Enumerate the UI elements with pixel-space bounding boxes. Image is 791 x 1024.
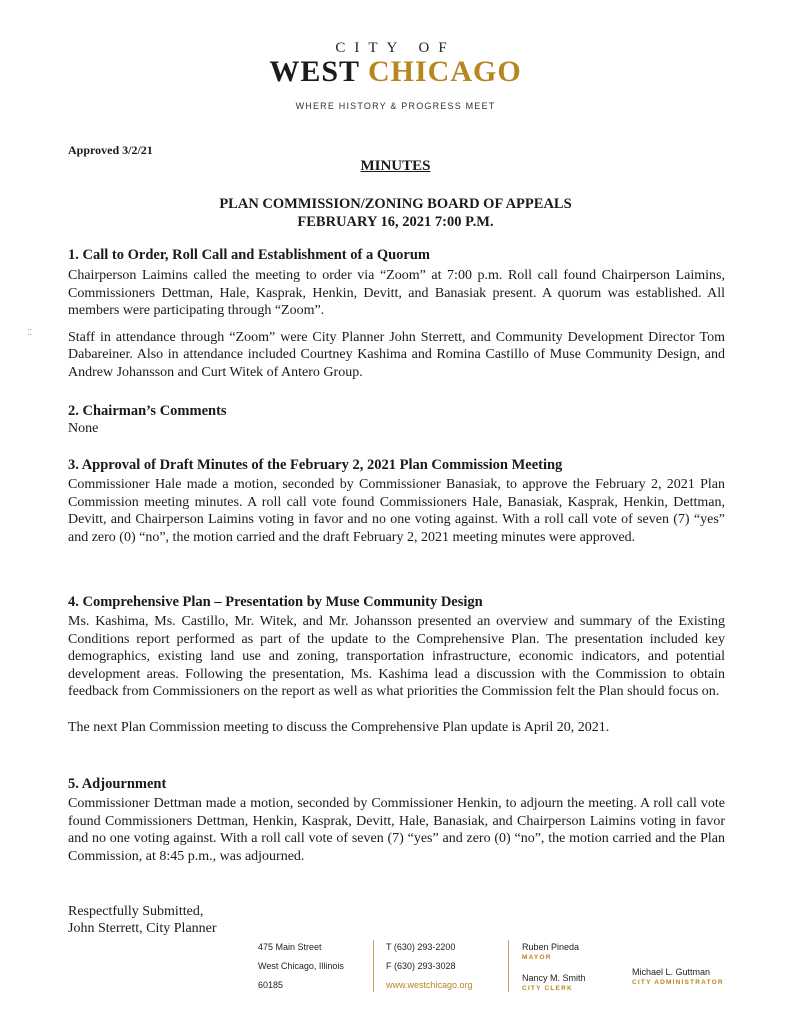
signoff-line: Respectfully Submitted, [68,904,204,919]
section-adjournment [68,775,725,865]
section-paragraph: Chairperson Laimins called the meeting to order via “Zoom” at 7:00 p.m. Roll call found Chairperson Laimins, Commissioners Dettman, Hale, Kasprak, Henkin, Devitt, and Banasiak present. A quorum was established. All members were participating through “Zoom”. [68,268,725,319]
website-link[interactable]: www.westchicago.org [386,980,473,990]
footer-officials [522,941,586,993]
signoff [68,903,217,937]
footer-administrator [632,966,724,987]
board-title [0,195,791,231]
address-zip: 60185 [258,980,284,990]
scan-mark-icon: ⁚⁚ [27,328,33,337]
section-call-to-order [68,246,725,382]
footer-contact [386,941,473,992]
section-paragraph: Staff in attendance through “Zoom” were City Planner John Sterrett, and Community Development Director Tom Dabareiner. Also in attendance included Courtney Kashima and Romina Castillo of Muse Community Design, and Andrew Johansson and Curt Witek of Antero Group. [68,329,725,380]
meeting-date: FEBRUARY 16, 2021 7:00 P.M. [297,214,494,230]
admin-title: CITY ADMINISTRATOR [632,979,724,986]
section-paragraph: Commissioner Dettman made a motion, seconded by Commissioner Henkin, to adjourn the meeting. A roll call vote found Commissioners Dettman, Henkin, Kasprak, Devitt, Hale, Banasiak, and Chairperson Laimins voting in favor and no one voting against. With a roll call vote of seven (7) “yes” and zero (0) “no”, the motion carried and the Plan Commission, at 8:45 p.m., was adjourned. [68,796,725,864]
tagline: WHERE HISTORY & PROGRESS MEET [295,101,496,111]
signoff-signer: John Sterrett, City Planner [68,921,217,936]
admin-name: Michael L. Guttman [632,967,711,977]
section-paragraph: None [68,421,99,436]
clerk-title: CITY CLERK [522,985,573,992]
section-heading: 1. Call to Order, Roll Call and Establishment of a Quorum [68,247,430,263]
mayor-name: Ruben Pineda [522,942,580,952]
section-paragraph: The next Plan Commission meeting to discuss the Comprehensive Plan update is April 20, 2021. [68,719,610,735]
mayor-title: MAYOR [522,954,552,961]
section-heading: 5. Adjournment [68,776,167,792]
clerk-name: Nancy M. Smith [522,973,586,983]
section-heading: 2. Chairman’s Comments [68,403,227,419]
logo-chicago: CHICAGO [367,55,522,88]
section-comprehensive-plan [68,593,725,737]
approved-date: Approved 3/2/21 [68,143,153,157]
section-paragraph: Commissioner Hale made a motion, seconded by Commissioner Banasiak, to approve the February 2, 2021 Plan Commission meeting minutes. A roll call vote found Commissioners Hale, Banasiak, Kasprak, Henkin, Dettman, Devitt, and Chairperson Laimins voting in favor and no one voting against. With a roll call vote of seven (7) “yes” and zero (0) “no”, the motion carried and the draft February 2, 2021 meeting minutes were approved. [68,477,725,545]
fax-number: F (630) 293-3028 [386,961,456,971]
section-heading: 4. Comprehensive Plan – Presentation by Muse Community Design [68,594,483,610]
logo-city-of: CITY OF [335,40,456,56]
section-paragraph: Ms. Kashima, Ms. Castillo, Mr. Witek, and Mr. Johansson presented an overview and summary of the Existing Conditions report performed as part of the update to the Comprehensive Plan. The presentation included key demographics, existing land use and zoning, transportation infrastructure, economic indicators, and potential development areas. Following the presentation, Ms. Kashima lead a discussion with the Commission to obtain feedback from Commissioners on the report as well as what priorities the Commission felt the Plan should focus on. [68,614,725,700]
section-approval-minutes [68,456,725,546]
footer-address [258,941,344,992]
footer-divider [373,940,374,992]
address-street: 475 Main Street [258,942,322,952]
logo-west: WEST [269,55,368,88]
board-name: PLAN COMMISSION/ZONING BOARD OF APPEALS [219,196,572,212]
logo-city-name [0,55,791,89]
phone-number: T (630) 293-2200 [386,942,456,952]
section-heading: 3. Approval of Draft Minutes of the February 2, 2021 Plan Commission Meeting [68,457,563,473]
page-title: MINUTES [360,158,431,174]
address-city: West Chicago, Illinois [258,961,344,971]
section-chairman-comments [68,402,725,438]
footer-divider [508,940,509,992]
